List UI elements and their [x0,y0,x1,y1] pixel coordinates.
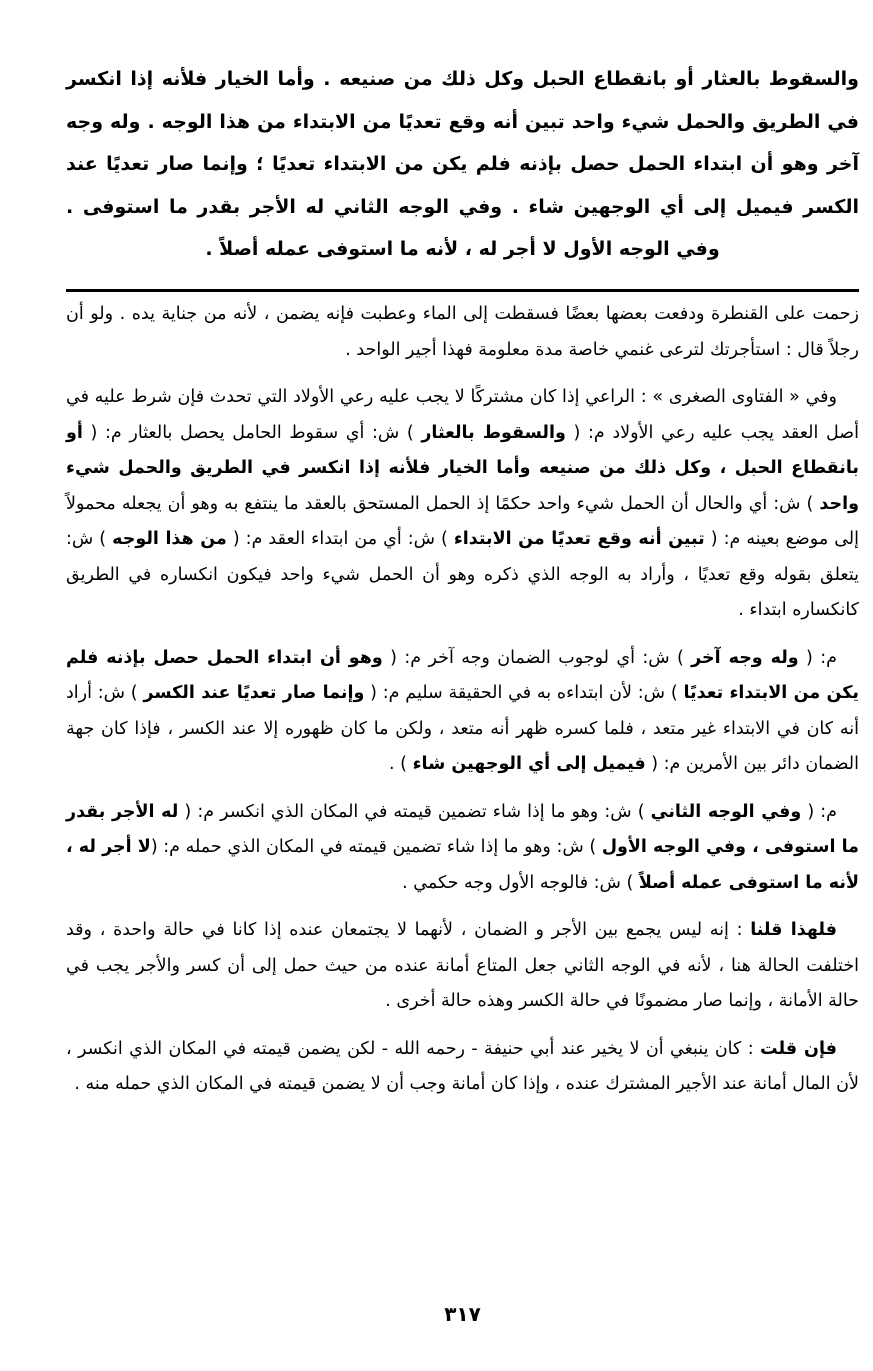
commentary-text: ) ش: أي من ابتداء العقد م: ( [226,529,454,549]
quoted-matn-text: وهو أن ابتداء الحمل حصل بإذنه فلم يكن من الابتداء تعديًا [66,647,859,703]
quoted-matn-text: لا أجر له ، لأنه ما استوفى عمله أصلاً [66,837,859,893]
commentary-text: ) ش: أي لوجوب الضمان وجه آخر م: ( [382,647,692,668]
commentary-text: ) . [389,754,413,774]
commentary-text: ) ش: أراد أنه كان في الابتداء غير متعد ، فلما كسره ظهر أنه متعد ، ولكن ما كان ظهوره إلا عند الكسر ، فإذا كان جهة الضمان دائر بين الأمرين م: ( [66,683,859,774]
quoted-matn-text: له الأجر بقدر ما استوفى ، وفي الوجه الأول [66,801,860,857]
commentary-text: وفي « الفتاوى الصغرى » : الراعي إذا كان مشتركًا لا يجب عليه رعي الأولاد التي تحدث فإن شرط عليه في أصل العقد يجب عليه رعي الأولاد م: ( [66,387,859,443]
commentary-text: زحمت على القنطرة ودفعت بعضها بعضًا فسقطت إلى الماء وعطبت فإنه يضمن ، لأنه من جناية يده . ولو أن رجلاً قال : استأجرتك لترعى غنمي خاصة مدة معلومة فهذا أجير الواحد . [66,304,859,360]
quoted-matn-text: تبين أنه وقع تعديًا من الابتداء [453,529,705,549]
quoted-matn-text: وفي الوجه الثاني [650,801,802,822]
main-text-block [66,58,859,271]
commentary-text: ) ش: يتعلق بقوله وقع تعديًا ، وأراد به الوجه الذي ذكره وهو أن الحمل شيء واحد فيكون انكساره في الطريق كانكساره ابتداء . [66,529,859,620]
quoted-matn-text: فإن قلت [760,1038,838,1059]
commentary-paragraph [66,913,859,1020]
commentary-paragraph [66,297,859,368]
footnote-divider [66,289,859,292]
commentary-text: ) ش: وهو ما إذا شاء تضمين قيمته في المكان الذي حمله م: ( [150,837,602,857]
quoted-matn-text: فيميل إلى أي الوجهين شاء [412,754,646,774]
commentary-text: م: ( [801,801,838,822]
quoted-matn-text: والسقوط بالعثار [421,422,566,443]
commentary-text: ) ش: أي والحال أن الحمل شيء واحد حكمًا إذ الحمل المستحق بالعقد ما ينتفع به وهو أن يجعله محمولاً إلى موضع بعينه م: ( [66,493,860,549]
commentary-paragraph [66,795,859,902]
commentary-text: ) ش: وهو ما إذا شاء تضمين قيمته في المكان الذي انكسر م: ( [178,801,651,822]
commentary-text: : إنه ليس يجمع بين الأجر و الضمان ، لأنهما لا يجتمعان عنده إذا كانا في حالة واحدة ، وقد اختلفت الحالة هنا ، لأنه في الوجه الثاني جعل المتاع أمانة عنده من حيث حمل إلى أن كسر والأجر يجب في حالة الأمانة ، وإنما صار مضمونًا في حالة الكسر وهذه حالة أخرى . [66,920,859,1011]
commentary-text: ) ش: أي سقوط الحامل يحصل بالعثار م: ( [82,422,422,443]
commentary-block [66,297,859,1115]
commentary-paragraph [66,1032,859,1103]
main-text: والسقوط بالعثار أو بانقطاع الحبل وكل ذلك من صنيعه . وأما الخيار فلأنه إذا انكسر في الطريق والحمل شيء واحد تبين أنه وقع تعديًا من الابتداء من هذا الوجه . وله وجه آخر وهو أن ابتداء الحمل حصل بإذنه فلم يكن من الابتداء تعديًا ؛ وإنما صار تعديًا عند الكسر فيميل إلى أي الوجهين شاء . وفي الوجه الثاني له الأجر بقدر ما استوفى . وفي الوجه الأول لا أجر له ، لأنه ما استوفى عمله أصلاً . [66,68,859,260]
commentary-text: ) ش: فالوجه الأول وجه حكمي . [402,872,639,893]
commentary-text: : كان ينبغي أن لا يخير عند أبي حنيفة - رحمه الله - لكن يضمن قيمته في المكان الذي انكسر ، لأن المال أمانة عند الأجير المشترك عنده ، وإذا كان أمانة وجب أن لا يضمن قيمته في المكان الذي حمله منه . [66,1038,859,1094]
commentary-paragraph [66,641,859,783]
quoted-matn-text: وله وجه آخر [691,647,799,668]
quoted-matn-text: أو بانقطاع الحبل ، وكل ذلك من صنيعه وأما الخيار فلأنه إذا انكسر في الطريق والحمل شيء واحد [66,422,859,514]
commentary-text: ) ش: لأن ابتداءه به في الحقيقة سليم م: ( [364,683,684,703]
quoted-matn-text: من هذا الوجه [112,529,227,549]
quoted-matn-text: وإنما صار تعديًا عند الكسر [143,683,365,703]
commentary-text: م: ( [798,647,837,668]
page-number: ٣١٧ [444,1302,481,1326]
commentary-paragraph [66,380,859,629]
quoted-matn-text: فلهذا قلنا [750,920,838,940]
